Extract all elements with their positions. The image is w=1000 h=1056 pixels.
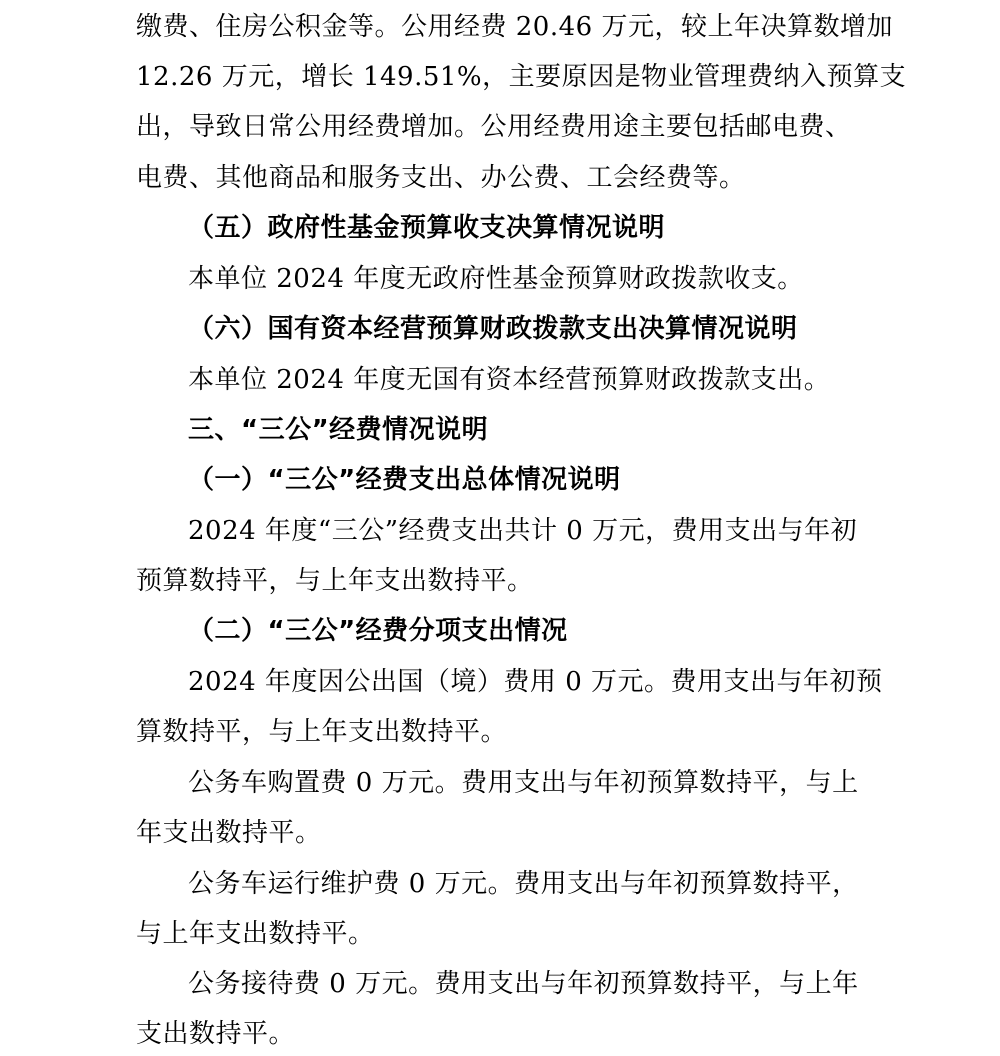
subsection-heading-2: （二）“三公”经费分项支出情况 xyxy=(188,616,568,646)
paragraph-line: 公务车购置费 0 万元。费用支出与年初预算数持平，与上 xyxy=(188,768,859,798)
paragraph-line: 预算数持平，与上年支出数持平。 xyxy=(136,566,534,596)
paragraph-line: 年支出数持平。 xyxy=(136,818,322,848)
paragraph-line: 与上年支出数持平。 xyxy=(136,919,375,949)
paragraph-line: 支出数持平。 xyxy=(136,1019,296,1049)
paragraph-line: 本单位 2024 年度无政府性基金预算财政拨款收支。 xyxy=(188,264,804,294)
paragraph-line: 出，导致日常公用经费增加。公用经费用途主要包括邮电费、 xyxy=(136,112,852,142)
paragraph-line: 公务车运行维护费 0 万元。费用支出与年初预算数持平， xyxy=(188,869,859,899)
subsection-heading-1: （一）“三公”经费支出总体情况说明 xyxy=(188,465,621,495)
paragraph-line: 2024 年度“三公”经费支出共计 0 万元，费用支出与年初 xyxy=(188,516,858,546)
paragraph-line: 缴费、住房公积金等。公用经费 20.46 万元，较上年决算数增加 xyxy=(136,12,893,42)
chapter-heading-3: 三、“三公”经费情况说明 xyxy=(188,415,489,445)
paragraph-line: 算数持平，与上年支出数持平。 xyxy=(136,717,508,747)
paragraph-line: 电费、其他商品和服务支出、办公费、工会经费等。 xyxy=(136,163,746,193)
paragraph-line: 12.26 万元，增长 149.51%，主要原因是物业管理费纳入预算支 xyxy=(136,62,907,92)
paragraph-line: 2024 年度因公出国（境）费用 0 万元。费用支出与年初预 xyxy=(188,667,883,697)
paragraph-line: 公务接待费 0 万元。费用支出与年初预算数持平，与上年 xyxy=(188,969,859,999)
section-heading-5: （五）政府性基金预算收支决算情况说明 xyxy=(188,213,666,243)
section-heading-6: （六）国有资本经营预算财政拨款支出决算情况说明 xyxy=(188,314,798,344)
paragraph-line: 本单位 2024 年度无国有资本经营预算财政拨款支出。 xyxy=(188,365,831,395)
